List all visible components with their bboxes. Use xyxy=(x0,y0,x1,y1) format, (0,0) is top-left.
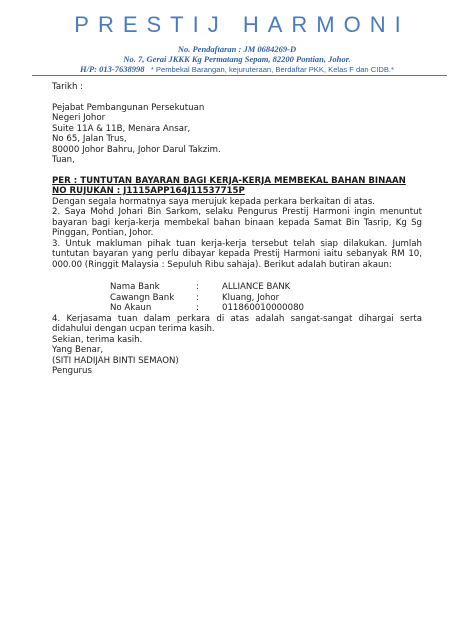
company-address: No. 7, Gerai JKKK Kg Permatang Sepam, 82200 Pontian, Johor. xyxy=(123,54,351,64)
recipient-line: Suite 11A & 11B, Menara Ansar, xyxy=(52,123,191,134)
recipient-line: No 65, Jalan Trus, xyxy=(52,134,127,144)
subject-block xyxy=(52,176,422,197)
signatory-name: (SITI HADIJAH BINTI SEMAON) xyxy=(52,355,179,366)
letter-body xyxy=(52,82,422,377)
bank-row xyxy=(110,282,304,293)
bank-separator: : xyxy=(196,303,199,313)
bank-label: No Akaun xyxy=(110,303,152,313)
subject-title: PER : TUNTUTAN BAYARAN BAGI KERJA-KERJA MEMBEKAL BAHAN BINAAN xyxy=(52,175,406,186)
phone-number: H/P: 013-7638998 xyxy=(80,64,145,74)
bank-value: Kluang, Johor xyxy=(222,292,280,303)
recipient-line: Pejabat Pembangunan Persekutuan xyxy=(52,102,205,113)
services-description: * Pembekal Barangan, kejuruteraan, Berdaftar PKK, Kelas F dan CIDB.* xyxy=(150,65,394,74)
bank-separator: : xyxy=(196,282,199,292)
signatory-role: Pengurus xyxy=(52,366,92,376)
bank-separator: : xyxy=(196,292,199,303)
bank-value: 011860010000080 xyxy=(222,303,305,313)
recipient-line: Negeri Johor xyxy=(52,113,106,123)
bank-row xyxy=(110,293,304,304)
closing-line: Sekian, terima kasih. xyxy=(52,334,143,345)
bank-label: Nama Bank xyxy=(110,282,160,292)
company-name: PRESTIJ HARMONI xyxy=(74,12,410,37)
recipient-address xyxy=(52,103,422,156)
contact-line xyxy=(0,64,474,75)
bank-value: ALLIANCE BANK xyxy=(222,282,291,292)
bank-row xyxy=(110,303,304,314)
regards-line: Yang Benar, xyxy=(52,345,104,355)
intro-paragraph: Dengan segala hormatnya saya merujuk kepada perkara berkaitan di atas. xyxy=(52,196,376,207)
letterhead-divider xyxy=(32,75,447,76)
registration-number: No. Pendaftaran : JM 0684269-D xyxy=(177,44,297,54)
letterhead xyxy=(0,12,474,75)
reference-number: NO RUJUKAN : J1115APP164J11537715P xyxy=(52,186,245,196)
salutation: Tuan, xyxy=(52,155,75,165)
paragraph-4: 4. Kerjasama tuan dalam perkara di atas adalah sangat-sangat dihargai serta didahului dengan ucpan terima kasih. xyxy=(52,313,422,334)
paragraph-3: 3. Untuk makluman pihak tuan kerja-kerja tersebut telah siap dilakukan. Jumlah tuntutan bayaran yang perlu dibayar kepada Prestij Harmoni iaitu sebanyak RM 10, 000.00 (Ringgit Malaysia : Sepuluh Ribu sahaja). Berikut adalah butiran akaun: xyxy=(52,238,422,270)
bank-details-table xyxy=(110,282,304,314)
bank-label: Cawangn Bank xyxy=(110,292,175,303)
date-label: Tarikh : xyxy=(52,82,84,92)
recipient-line: 80000 Johor Bahru, Johor Darul Takzim. xyxy=(52,144,221,155)
paragraph-2: 2. Saya Mohd Johari Bin Sarkom, selaku Pengurus Prestij Harmoni ingin menuntut bayaran bagi kerja-kerja membekal bahan binaan kepada Samat Bin Tasrip, Kg Sg Pinggan, Pontian, Johor. xyxy=(52,207,422,238)
